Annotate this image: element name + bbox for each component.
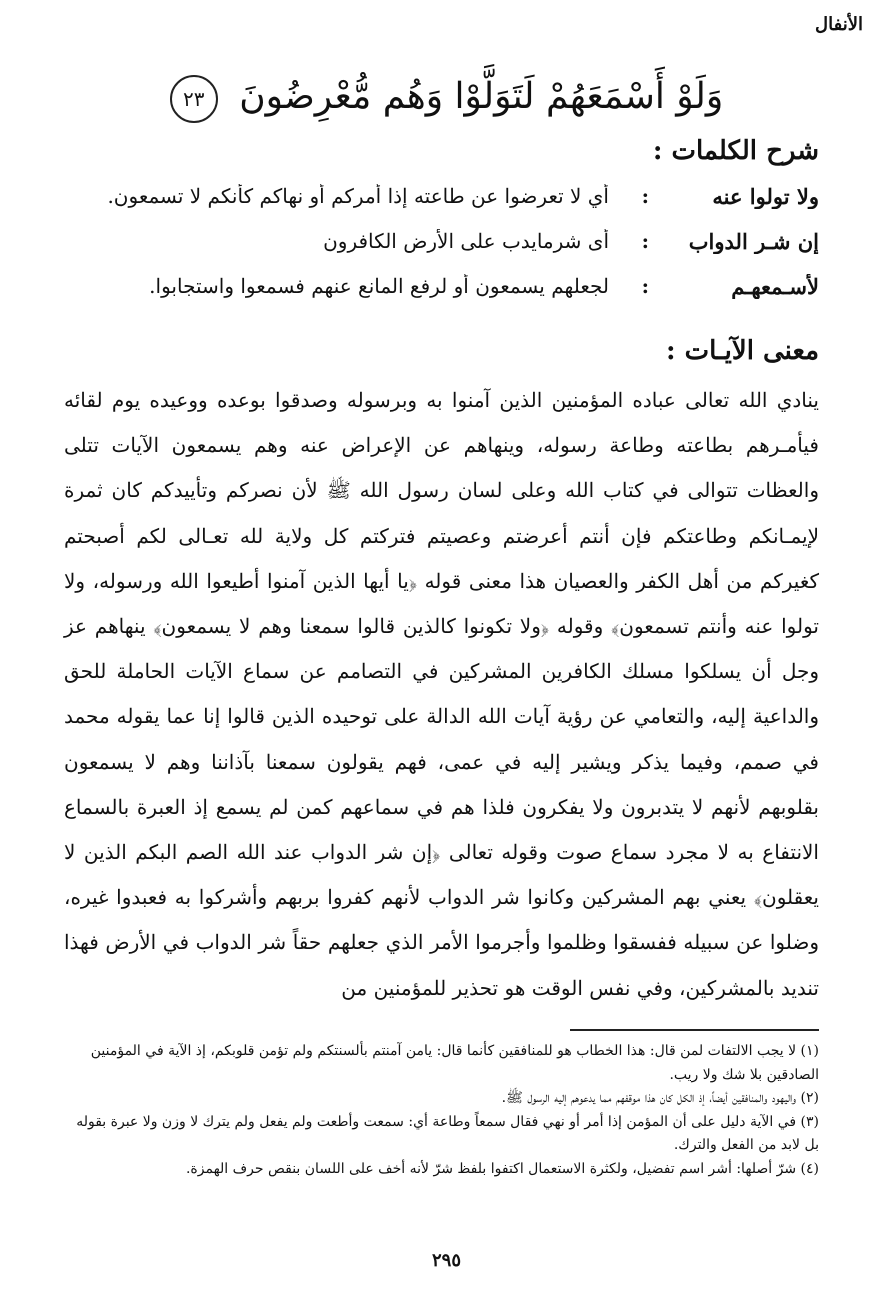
ayah-verse [120,62,773,132]
footnote: (٢) واليهود والمنافقين أيضاً، إذ الكل كان هذا موقفهم مما يدعوهم إليه الرسول ﷺ. [501,1090,819,1106]
meaning-heading: معنى الآيـات : [666,336,819,366]
footnote-divider [570,1029,819,1031]
vocab-term: ولا تولوا عنه [712,184,819,209]
vocab-colon: : [641,229,649,253]
ayah-text: وَلَوْ أَسْمَعَهُمْ لَتَوَلَّوْا وَهُم مُّعْرِضُونَ [239,76,724,117]
footnote: (١) لا يجب الالتفات لمن قال: هذا الخطاب هو للمنافقين كأنما قال: يامن آمنتم بألسنتكم ولم تؤمن قلوبكم، إذ الآية في المؤمنين الصادقين بلا شك ولا ريب. [90,1043,819,1083]
vocab-definition: أي لا تعرضوا عن طاعته إذا أمركم أو نهاكم كأنكم لا تسمعون. [107,184,609,208]
vocab-colon: : [641,184,649,208]
vocab-definition: أى شرمايدب على الأرض الكافرون [323,229,609,253]
footnotes-section [64,1040,819,1181]
page-number: ٢٩٥ [431,1250,461,1271]
footnote: (٤) شرّ أصلها: أشر اسم تفضيل، ولكثرة الاستعمال اكتفوا بلفظ شرّ لأنه أخف على اللسان بنقص حرف الهمزة. [185,1160,819,1177]
vocab-heading: شرح الكلمات : [652,136,819,166]
vocab-row [60,184,819,224]
vocab-row [60,229,819,269]
vocab-definition: لجعلهم يسمعون أو لرفع المانع عنهم فسمعوا واستجابوا. [149,274,609,298]
surah-name-header: الأنفال [815,14,863,35]
commentary-paragraph: ينادي الله تعالى عباده المؤمنين الذين آمنوا به وبرسوله وصدقوا بوعده ووعيده يوم لقائه فيأمـرهم بطاعته وطاعة رسوله، وينهاهم عن الإعراض عنه وهم يسمعون الآيات تتلى والعظات تتوالى في كتاب الله وعلى لسان رسول الله ﷺ لأن نصركم وتأييدكم كان ثمرة لإيمـانكم وطاعتكم فإن أنتم أعرضتم وعصيتم فتركتم كل ولاية لله تعـالى لكم أصبحتم كغيركم من أهل الكفر والعصيان هذا معنى قوله ﴿يا أيها الذين آمنوا أطيعوا الله ورسوله، ولا تولوا عنه وأنتم تسمعون﴾ وقوله ﴿ولا تكونوا كالذين قالوا سمعنا وهم لا يسمعون﴾ ينهاهم عز وجل أن يسلكوا مسلك الكافرين المشركين في التصامم عن سماع الآيات الحاملة للحق والداعية إليه، والتعامي عن رؤية آيات الله الدالة على توحيده الذين قالوا إنا عما يقوله محمد في صمم، وفيما يذكر ويشير إليه في عمى، فهم يقولون سمعنا بآذاننا وهم لا يسمعون بقلوبهم لأنهم لا يتدبرون ولا يفكرون فلذا هم في سماعهم كمن لم يسمع إذ العبرة بالسماع الانتفاع به لا مجرد سماع صوت وقوله تعالى ﴿إن شر الدواب عند الله الصم البكم الذين لا يعقلون﴾ يعني بهم المشركين وكانوا شر الدواب لأنهم كفروا بربهم وأشركوا به فعبدوا غيره، وضلوا عن سبيله ففسقوا وظلموا وأجرموا الأمر الذي جعلهم حقاً شر الدواب في الأرض فهذا تنديد بالمشركين، وفي نفس الوقت هو تحذير للمؤمنين من [64,388,819,1000]
vocab-term: لأسـمعهـم [731,274,819,299]
vocab-colon: : [641,274,649,298]
vocab-term: إن شـر الدواب [688,229,819,254]
vocab-row [60,274,819,314]
ayah-number-badge: ٢٣ [170,75,218,123]
footnote: (٣) في الآية دليل على أن المؤمن إذا أمر أو نهي فقال سمعاً وطاعة أي: سمعت وأطعت ولم يفعل ولم يترك لا وزن ولا عبرة بقوله بل لابد من الفعل والترك. [76,1113,819,1153]
